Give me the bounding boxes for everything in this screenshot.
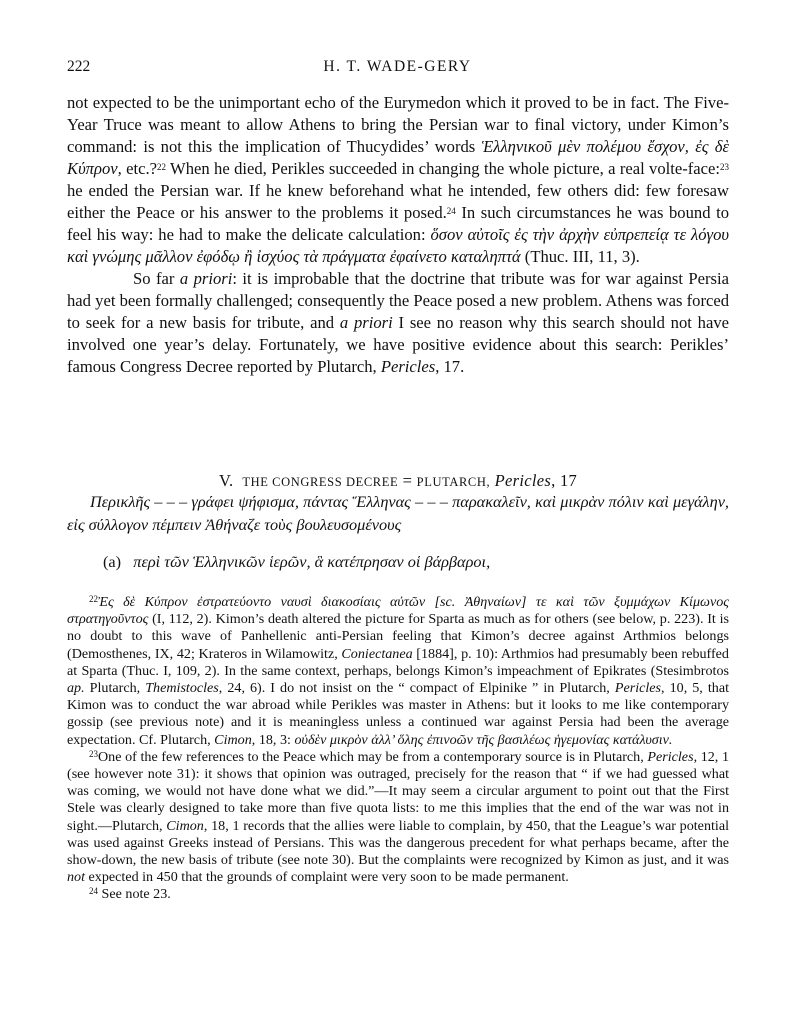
footnote-24 bbox=[67, 886, 729, 903]
footnote-22 bbox=[67, 594, 729, 749]
text-run: , 18, 1 records that the allies were liable to complain, by 450, that the League’s war potential was used against Greeks instead of Persians. This was the dangerous precedent for what perhaps became, after the show-down, the new basis of tribute (see note 30). But the complaints were recognized by Kimon as just, and it was bbox=[67, 817, 729, 869]
text-run: , 10, 5, that Kimon was to conduct the war abroad while Perikles was master in Athens: but it looks to me like contemporary gossip (see previous note) and it is meaningless unless a continued war against Persia had been the average expectation. Cf. Plutarch, bbox=[67, 680, 730, 748]
section-heading bbox=[67, 471, 729, 491]
text-run: expected in 450 that the grounds of complaint were very soon to be made permanent. bbox=[85, 869, 569, 886]
footnote-ref-23[interactable]: 23 bbox=[719, 162, 729, 172]
italic-term: ap. bbox=[67, 680, 85, 697]
text-run: not expected to be the unimportant echo of the Eurymedon which it proved to be in fact. The Five-Year Truce was meant to allow Athens to bring the Persian war to final victory, under Kimon’s command: is not this the implication of Thucydides’ words bbox=[67, 93, 729, 156]
italic-term: a priori bbox=[339, 313, 393, 332]
footnote-ref-24[interactable]: 24 bbox=[446, 206, 456, 216]
greek-text: Περικλῆς – – – γράφει ψήφισμα, πάντας Ἕλληνας – – – παρακαλεῖν, καὶ μικρὰν πόλιν καὶ μεγάλην, εἰς σύλλογον πέμπειν Ἀθήναζε τοὺς βουλευσομένους bbox=[67, 492, 729, 534]
text-run: So far bbox=[133, 269, 180, 288]
clause-greek: περὶ τῶν Ἑλληνικῶν ἱερῶν, ἃ κατέπρησαν οἱ βάρβαροι, bbox=[133, 552, 491, 571]
section-numeral: V. bbox=[218, 471, 234, 490]
text-run: , 12, 1 (see however note 31): it shows that opinion was outraged, precisely for the reason that “ if we had guessed what was coming, we would not have done what we did.”—It may seem a circular argument to point out that the First Stele was clearly designed to take more than five quota lists: to me this implies that the end of the war was not in sight.—Plutarch, bbox=[67, 748, 730, 834]
text-run: Plutarch, bbox=[84, 680, 146, 697]
text-run: , 24, 6). I do not insist on the “ compact of Elpinike ” in Plutarch, bbox=[218, 680, 615, 697]
equals-sign: = bbox=[402, 471, 413, 490]
text-run: When he died, Perikles succeeded in changing the whole picture, a real volte-face: bbox=[166, 159, 720, 178]
footnote-number: 22 bbox=[89, 594, 98, 604]
section-source: PLUTARCH, bbox=[416, 475, 491, 489]
running-title: H. T. WADE-GERY bbox=[323, 58, 472, 75]
footnote-ref-22[interactable]: 22 bbox=[157, 162, 166, 172]
footnote-23 bbox=[67, 749, 729, 887]
greek-quote: Ἐς δὲ Κύπρον ἐστρατεύοντο ναυσὶ διακοσίαις αὐτῶν [sc. Ἀθηναίων] τε καὶ τῶν ξυμμάχων Κίμωνος στρατηγοῦντος bbox=[67, 594, 729, 628]
emphasis: not bbox=[67, 869, 86, 886]
work-title: Pericles bbox=[647, 748, 694, 765]
section-title: THE CONGRESS DECREE bbox=[242, 475, 399, 489]
decree-text bbox=[67, 491, 729, 536]
footnote-number: 23 bbox=[89, 748, 98, 759]
work-title: Pericles bbox=[614, 680, 662, 697]
text-run: [1884], p. 10): Arthmios had presumably been rebuffed at Sparta (Thuc. I, 109, 2). In the same context, perhaps, belongs Kimon’s impeachment of Epikrates (Stesimbrotos bbox=[67, 645, 729, 679]
work-title: Cimon bbox=[166, 817, 204, 834]
paragraph-2 bbox=[67, 268, 729, 378]
text-run: he ended the Persian war. If he knew beforehand what he intended, few others did: few foresaw either the Peace or his answer to the problems it posed. bbox=[67, 181, 729, 222]
decree-clause-a bbox=[103, 551, 723, 573]
page-number: 222 bbox=[67, 58, 91, 75]
text-run: See note 23. bbox=[98, 886, 171, 903]
text-run: , 18, 3: bbox=[251, 731, 295, 748]
greek-quote: ὅσον αὐτοῖς ἐς τὴν ἀρχὴν εὐπρεπείᾳ τε λόγου καὶ γνώμης μᾶλλον ἐφόδῳ ἢ ἰσχύος τὰ πράγματα ἐφαίνετο καταληπτά bbox=[67, 225, 729, 266]
work-title: Themistocles bbox=[145, 680, 219, 697]
text-run: In such circumstances he was bound to feel his way: he had to make the delicate calculation: bbox=[67, 203, 729, 244]
work-title: Cimon bbox=[214, 731, 252, 748]
clause-label: (a) bbox=[103, 552, 122, 571]
paragraph-1 bbox=[67, 92, 729, 268]
text-run: : it is improbable that the doctrine that tribute was for war against Persia had yet been formally challenged; consequently the Peace posed a new problem. Athens was forced to seek for a new basis for tribute, and bbox=[67, 269, 729, 332]
text-run: (I, 112, 2). Kimon’s death altered the picture for Sparta as much as for others (see below, p. 223). It is no doubt to this wave of Panhellenic anti-Persian feeling that Kimon’s decree against Arthmios belongs (Demosthenes, IX, 42; Krateros in Wilamowitz, bbox=[67, 611, 729, 662]
greek-quote: οὐδὲν μικρὸν ἀλλ’ ὅλης ἐπινοῶν τῆς βασιλέως ἡγεμονίας κατάλυσιν. bbox=[294, 731, 673, 748]
text-run: One of the few references to the Peace which may be from a contemporary source is in Plutarch, bbox=[98, 748, 648, 765]
section-chapter: , 17 bbox=[551, 471, 578, 490]
greek-quote: Ἑλληνικοῦ μὲν πολέμου ἔσχον, ἐς δὲ Κύπρον, bbox=[67, 137, 730, 178]
section-work: Pericles bbox=[494, 471, 552, 490]
footnote-number: 24 bbox=[89, 886, 98, 897]
footnotes bbox=[67, 594, 729, 904]
text-run: I see no reason why this search should not have involved one year’s delay. Fortunately, we have positive evidence about this search: Perikles’ famous Congress Decree reported by Plutarch, bbox=[67, 313, 729, 376]
text-run: (Thuc. III, 11, 3). bbox=[520, 247, 640, 266]
decree-greek bbox=[67, 491, 729, 536]
running-header bbox=[67, 58, 728, 80]
work-title: Coniectanea bbox=[341, 645, 413, 662]
text-run: etc.? bbox=[121, 159, 157, 178]
italic-term: a priori bbox=[179, 269, 233, 288]
work-title: Pericles bbox=[380, 357, 436, 376]
text-run: , 17. bbox=[435, 357, 465, 376]
main-text bbox=[67, 92, 729, 378]
